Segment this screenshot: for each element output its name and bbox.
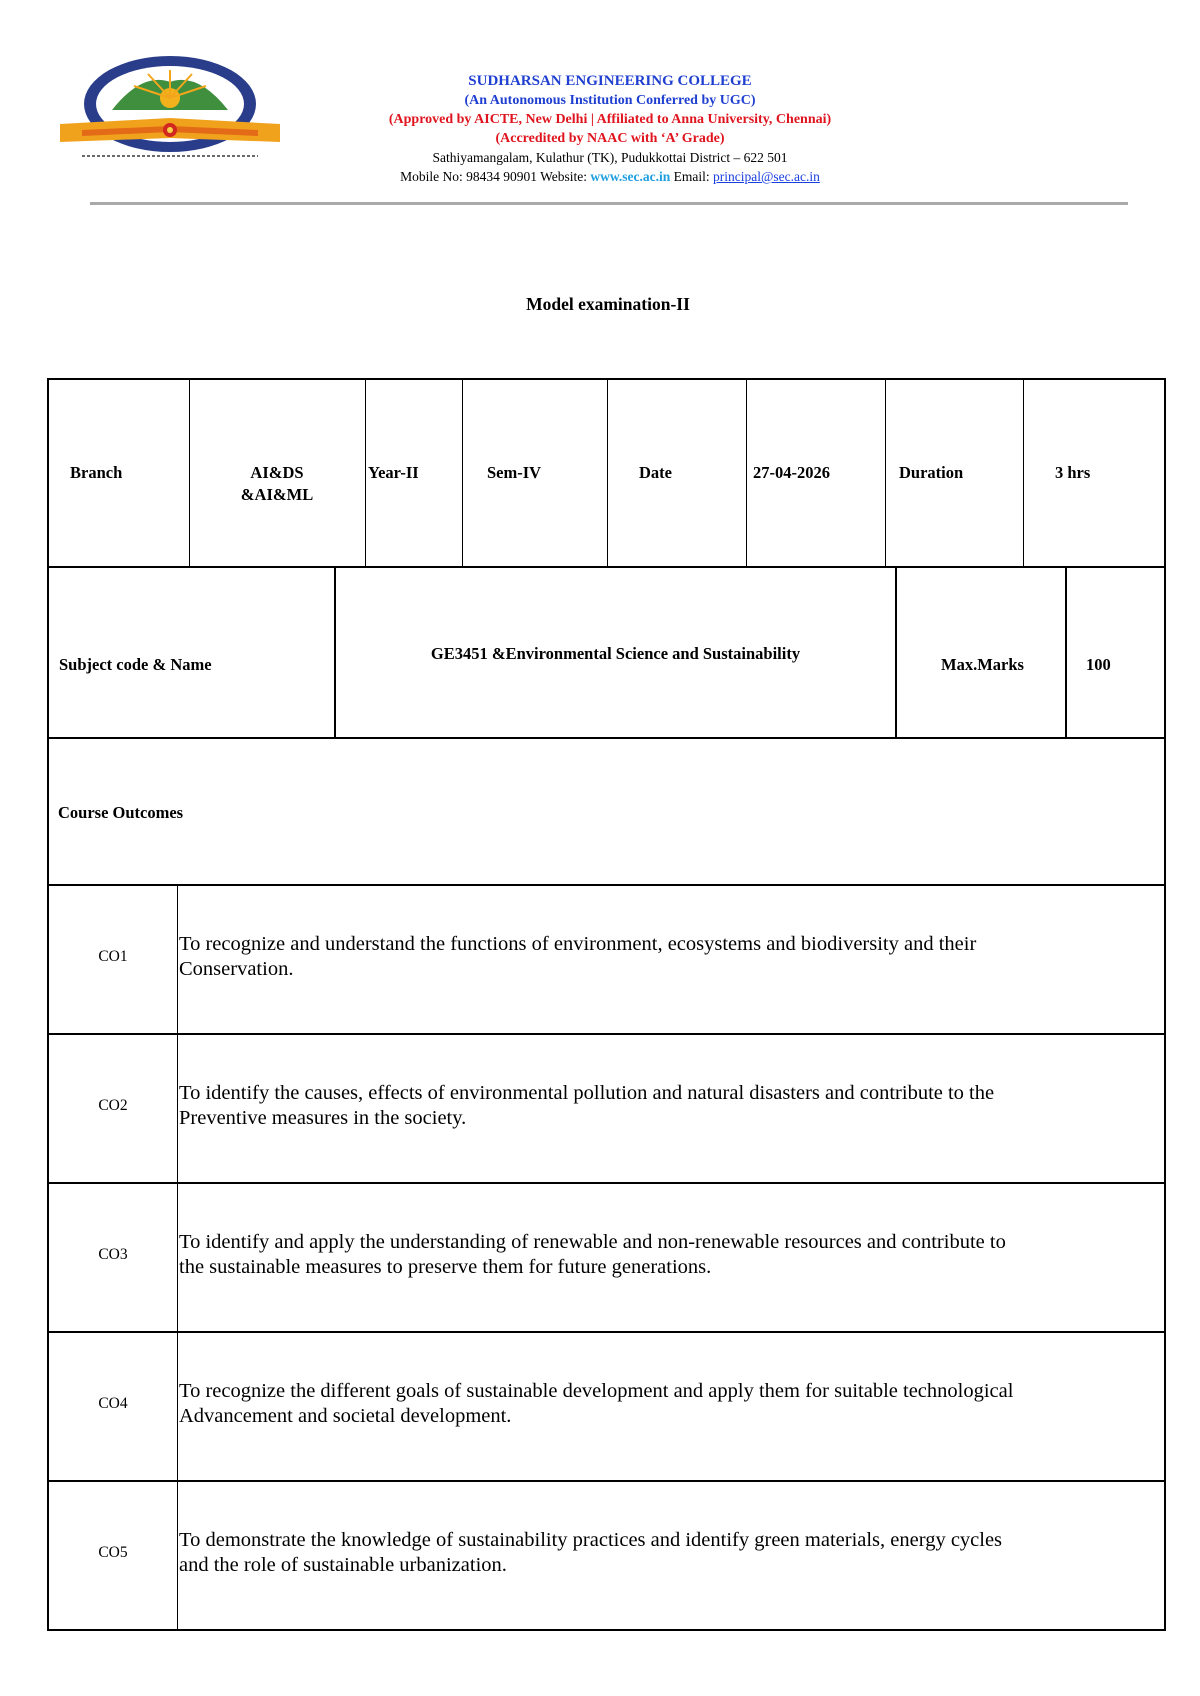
co-code: CO2 <box>98 1097 128 1114</box>
co-description <box>179 932 1169 982</box>
duration-value: 3 hrs <box>1055 463 1091 482</box>
max-marks-label: Max.Marks <box>941 655 1024 674</box>
course-outcome-row <box>47 1482 1166 1631</box>
co-description <box>179 1528 1169 1578</box>
approval-line: (Approved by AICTE, New Delhi | Affiliated to Anna University, Chennai) <box>388 112 832 127</box>
autonomous-status: (An Autonomous Institution Conferred by UGC) <box>464 93 756 108</box>
column-divider <box>365 380 366 566</box>
column-divider <box>177 1333 178 1480</box>
college-logo <box>52 52 284 168</box>
column-divider <box>177 886 178 1033</box>
co-description-line2: Preventive measures in the society. <box>179 1107 467 1129</box>
branch-label: Branch <box>70 463 123 482</box>
co-description-line2: Advancement and societal development. <box>179 1405 512 1427</box>
contact-line <box>300 167 920 186</box>
date-label: Date <box>639 463 672 482</box>
subject-row <box>47 568 1166 739</box>
co-description-line1: To identify and apply the understanding of renewable and non-renewable resources and contribute to <box>179 1231 1006 1253</box>
co-description-line1: To recognize the different goals of sustainable development and apply them for suitable technological <box>179 1380 1014 1402</box>
course-outcome-row <box>47 1035 1166 1184</box>
exam-title: Model examination-II <box>526 294 690 314</box>
column-divider <box>746 380 747 566</box>
co-description <box>179 1230 1169 1280</box>
mobile-label: Mobile No: 98434 90901 Website: <box>400 169 591 184</box>
co-description-line1: To recognize and understand the functions of environment, ecosystems and biodiversity and their <box>179 933 977 955</box>
address-line: Sathiyamangalam, Kulathur (TK), Pudukkottai District – 622 501 <box>432 150 788 165</box>
co-code: CO3 <box>98 1246 128 1263</box>
year-value: Year-II <box>368 463 419 482</box>
co-code: CO4 <box>98 1395 128 1412</box>
column-divider <box>177 1184 178 1331</box>
column-divider <box>607 380 608 566</box>
co-description <box>179 1379 1169 1429</box>
co-code: CO5 <box>98 1544 128 1561</box>
course-outcome-row <box>47 886 1166 1035</box>
co-description-line2: and the role of sustainable urbanization. <box>179 1554 507 1576</box>
co-description-line1: To demonstrate the knowledge of sustainability practices and identify green materials, energy cycles <box>179 1529 1003 1551</box>
subject-label: Subject code & Name <box>59 655 212 674</box>
column-divider <box>177 1035 178 1182</box>
website-link[interactable]: www.sec.ac.in <box>590 169 671 184</box>
column-divider <box>189 380 190 566</box>
column-divider <box>1023 380 1024 566</box>
course-outcomes-label: Course Outcomes <box>58 803 184 822</box>
co-description-line1: To identify the causes, effects of environmental pollution and natural disasters and contribute to the <box>179 1082 995 1104</box>
column-divider <box>1065 568 1067 737</box>
email-label: Email: <box>670 169 713 184</box>
college-name: SUDHARSAN ENGINEERING COLLEGE <box>468 73 752 89</box>
branch-value-line1: AI&DS <box>250 463 304 482</box>
date-value: 27-04-2026 <box>753 463 830 482</box>
column-divider <box>462 380 463 566</box>
co-description-line2: Conservation. <box>179 958 294 980</box>
duration-label: Duration <box>899 463 964 482</box>
header-divider <box>90 202 1128 205</box>
branch-value-line2: &AI&ML <box>240 485 314 504</box>
co-description-line2: the sustainable measures to preserve them for future generations. <box>179 1256 712 1278</box>
letterhead <box>300 72 920 186</box>
column-divider <box>177 1482 178 1629</box>
branch-value <box>191 462 363 506</box>
column-divider <box>895 568 897 737</box>
semester-value: Sem-IV <box>487 463 542 482</box>
co-code: CO1 <box>98 948 128 965</box>
max-marks-value: 100 <box>1086 655 1111 674</box>
subject-value: GE3451 &Environmental Science and Sustainability <box>430 644 801 663</box>
exam-details-row <box>47 378 1166 568</box>
accreditation-line: (Accredited by NAAC with ‘A’ Grade) <box>495 131 725 146</box>
column-divider <box>885 380 886 566</box>
email-link[interactable]: principal@sec.ac.in <box>713 169 820 184</box>
course-outcome-row <box>47 1184 1166 1333</box>
course-outcome-row <box>47 1333 1166 1482</box>
co-description <box>179 1081 1169 1131</box>
course-outcomes-header-row <box>47 739 1166 886</box>
